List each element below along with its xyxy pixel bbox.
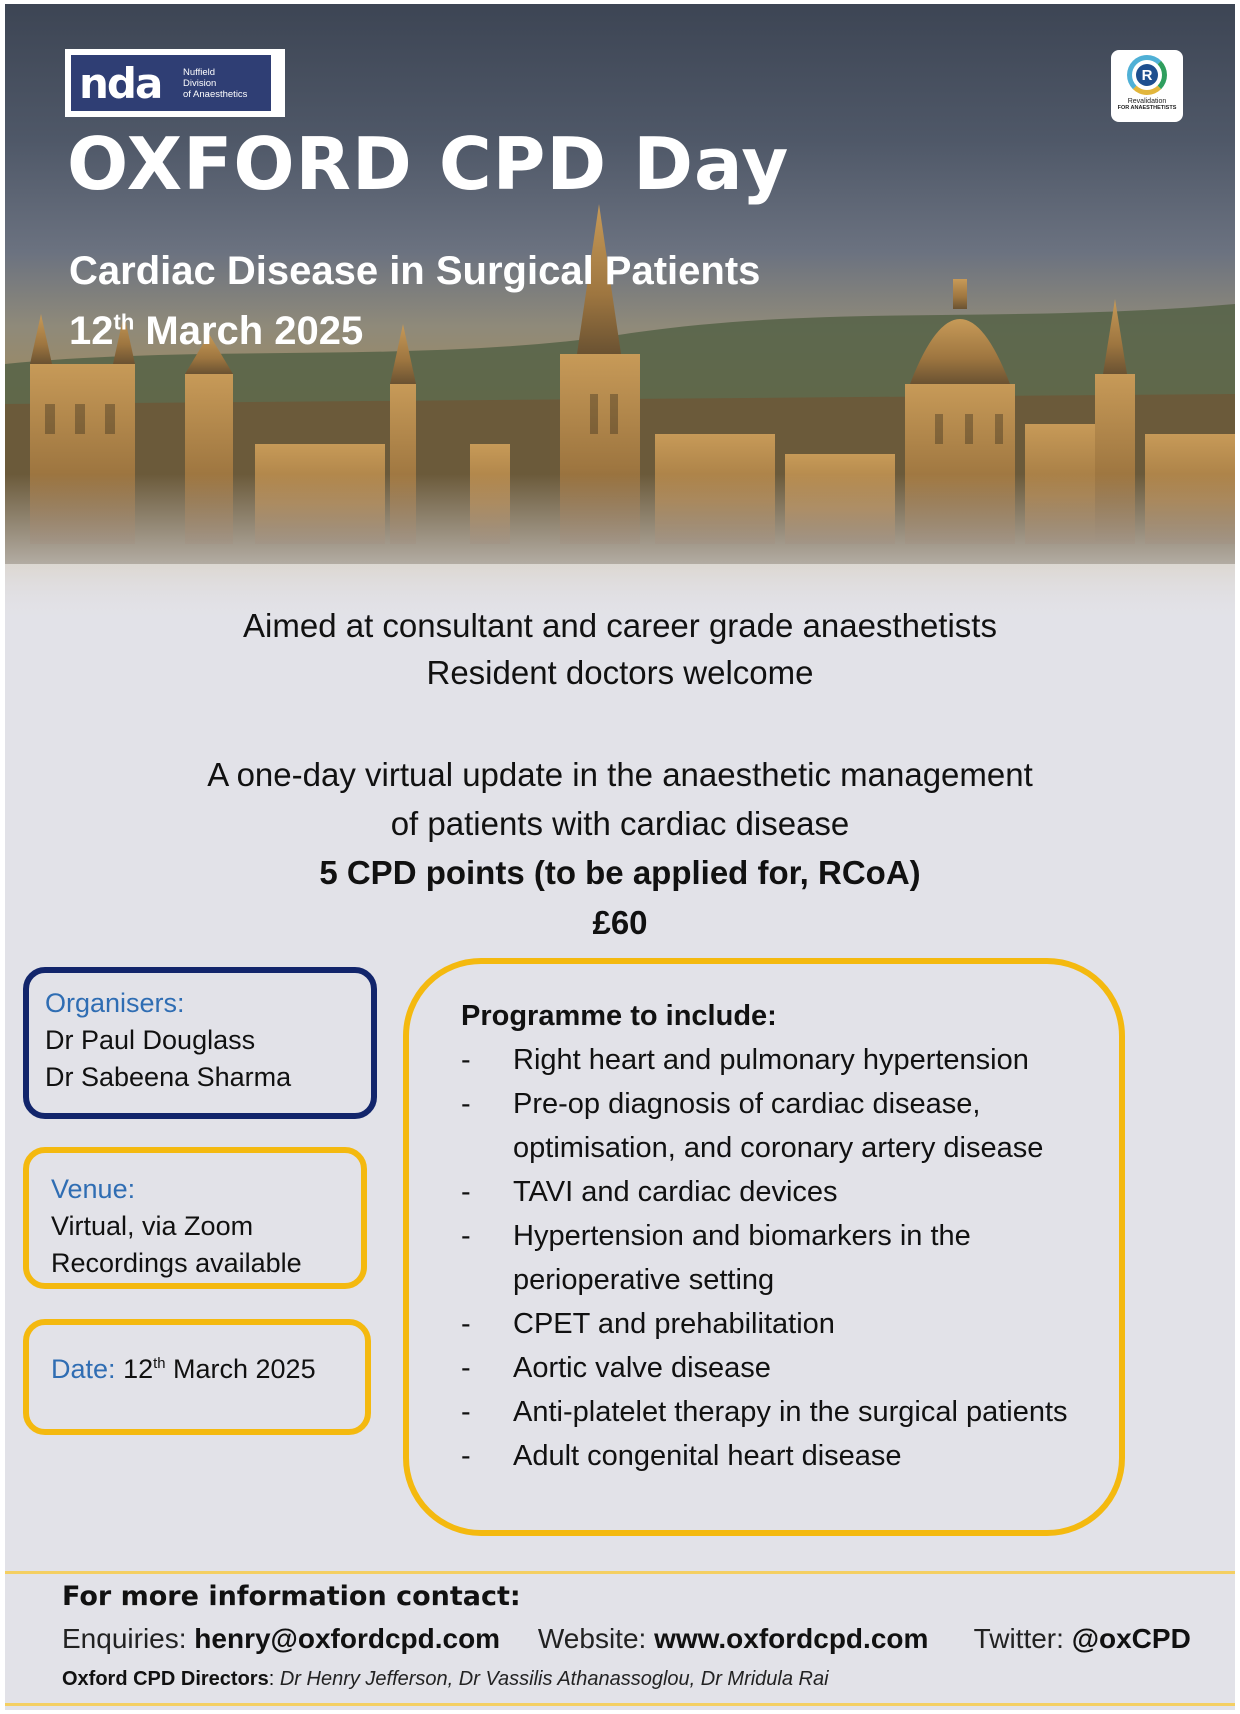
description-line-1: A one-day virtual update in the anaesthetic management — [207, 756, 1033, 793]
twitter-label: Twitter: — [973, 1623, 1072, 1654]
revalidation-line1: Revalidation — [1127, 98, 1167, 105]
footer-directors: Oxford CPD Directors: Dr Henry Jefferson, Dr Vassilis Athanassoglou, Dr Mridula Rai — [62, 1668, 829, 1690]
nda-logo-line: Division — [183, 77, 217, 89]
venue-label: Venue: — [51, 1174, 136, 1204]
enquiries-email-link[interactable]: henry@oxfordcpd.com — [194, 1623, 501, 1654]
nda-logo — [65, 49, 285, 117]
hero-banner — [5, 4, 1235, 624]
programme-item: - TAVI and cardiac devices — [461, 1170, 1119, 1214]
directors-label: Oxford CPD Directors — [62, 1668, 269, 1690]
date-value — [123, 1354, 316, 1384]
website-label: Website: — [537, 1623, 655, 1654]
programme-item: - Anti-platelet therapy in the surgical patients — [461, 1390, 1119, 1434]
page-title: OXFORD CPD Day — [67, 122, 790, 206]
programme-item: - Pre-op diagnosis of cardiac disease, optimisation, and coronary artery disease — [461, 1082, 1119, 1170]
price: £60 — [592, 904, 648, 941]
organisers-box — [23, 967, 377, 1119]
venue-line: Virtual, via Zoom — [51, 1211, 254, 1241]
revalidation-letter: R — [1136, 64, 1158, 86]
event-date-day: 12 — [69, 309, 114, 353]
event-date — [69, 309, 363, 354]
footer-contacts — [62, 1623, 1191, 1655]
event-subtitle: Cardiac Disease in Surgical Patients — [69, 249, 761, 293]
nda-logo-line: Nuffield — [183, 66, 216, 78]
event-date-rest: March 2025 — [134, 309, 364, 353]
venue-box — [23, 1147, 367, 1289]
audience-line-1: Aimed at consultant and career grade anaesthetists — [243, 607, 997, 644]
footer-heading: For more information contact: — [62, 1581, 521, 1612]
programme-item: - CPET and prehabilitation — [461, 1302, 1119, 1346]
footer-divider-bottom — [5, 1703, 1235, 1706]
revalidation-line2: FOR ANAESTHETISTS — [1117, 105, 1177, 111]
organisers-label: Organisers: — [45, 988, 185, 1018]
event-date-suffix: th — [113, 309, 135, 335]
revalidation-logo — [1111, 50, 1183, 122]
cpd-points: 5 CPD points (to be applied for, RCoA) — [319, 854, 921, 891]
twitter-handle-link[interactable]: @oxCPD — [1071, 1623, 1191, 1654]
footer-divider-top — [5, 1571, 1235, 1574]
nda-logo-line: of Anaesthetics — [183, 88, 248, 100]
enquiries-label: Enquiries: — [62, 1623, 195, 1654]
description-line-2: of patients with cardiac disease — [390, 805, 850, 842]
date-suffix: th — [153, 1356, 166, 1372]
date-day: 12 — [123, 1354, 154, 1384]
programme-item: - Right heart and pulmonary hypertension — [461, 1038, 1119, 1082]
date-box — [23, 1319, 371, 1435]
organiser-name: Dr Sabeena Sharma — [45, 1062, 292, 1092]
programme-list — [461, 1038, 1119, 1478]
date-rest: March 2025 — [165, 1354, 316, 1384]
programme-item: - Aortic valve disease — [461, 1346, 1119, 1390]
programme-heading: Programme to include: — [461, 1000, 777, 1032]
poster — [5, 4, 1235, 1710]
directors-names: Dr Henry Jefferson, Dr Vassilis Athanassoglou, Dr Mridula Rai — [279, 1668, 829, 1690]
audience-line-2: Resident doctors welcome — [426, 654, 814, 691]
organiser-name: Dr Paul Douglass — [45, 1025, 256, 1055]
nda-logo-mark: nda — [79, 58, 162, 108]
programme-item: - Adult congenital heart disease — [461, 1434, 1119, 1478]
date-label: Date: — [51, 1354, 116, 1384]
revalidation-ring-icon — [1127, 55, 1167, 95]
website-link[interactable]: www.oxfordcpd.com — [654, 1623, 929, 1654]
programme-item: - Hypertension and biomarkers in the perioperative setting — [461, 1214, 1119, 1302]
programme-box — [403, 958, 1125, 1536]
venue-line: Recordings available — [51, 1248, 302, 1278]
